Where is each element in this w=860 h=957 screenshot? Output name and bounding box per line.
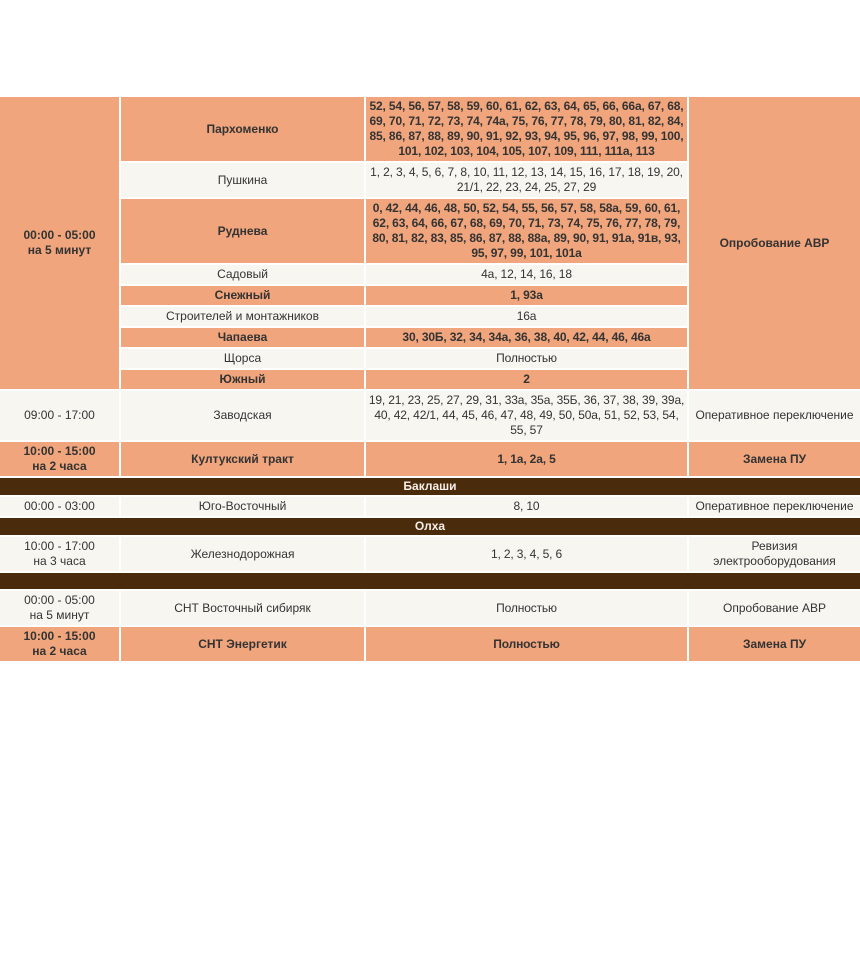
houses-cell: 19, 21, 23, 25, 27, 29, 31, 33а, 35а, 35Б, 36, 37, 38, 39, 39а, 40, 42, 42/1, 44, 45, 46, 47, 48, 49, 50, 50а, 51, 52, 53, 54, 55, 57 bbox=[365, 390, 688, 441]
action-cell: Опробование АВР bbox=[688, 97, 860, 390]
houses-cell: 1, 1а, 2а, 5 bbox=[365, 441, 688, 477]
houses-cell: 1, 2, 3, 4, 5, 6, 7, 8, 10, 11, 12, 13, 14, 15, 16, 17, 18, 19, 20, 21/1, 22, 23, 24, 25, 27, 29 bbox=[365, 162, 688, 198]
time-cell bbox=[0, 536, 120, 572]
time-cell bbox=[0, 496, 120, 517]
time-cell bbox=[0, 626, 120, 661]
houses-cell: Полностью bbox=[365, 590, 688, 626]
time-note: на 3 часа bbox=[33, 554, 86, 568]
section-header: Баклаши bbox=[0, 477, 860, 496]
houses-cell: 1, 2, 3, 4, 5, 6 bbox=[365, 536, 688, 572]
street-cell: Заводская bbox=[120, 390, 365, 441]
street-cell: Строителей и монтажников bbox=[120, 306, 365, 327]
street-cell: Чапаева bbox=[120, 327, 365, 348]
houses-cell: 30, 30Б, 32, 34, 34а, 36, 38, 40, 42, 44, 46, 46а bbox=[365, 327, 688, 348]
time-range: 10:00 - 17:00 bbox=[24, 539, 95, 553]
street-cell: Пушкина bbox=[120, 162, 365, 198]
action-cell: Замена ПУ bbox=[688, 626, 860, 661]
time-note: на 5 минут bbox=[27, 243, 92, 257]
street-cell: Садовый bbox=[120, 264, 365, 285]
houses-cell: 4а, 12, 14, 16, 18 bbox=[365, 264, 688, 285]
section-header-row bbox=[0, 477, 860, 496]
houses-cell: 8, 10 bbox=[365, 496, 688, 517]
street-cell: Железнодорожная bbox=[120, 536, 365, 572]
street-cell: Култукский тракт bbox=[120, 441, 365, 477]
houses-cell: 52, 54, 56, 57, 58, 59, 60, 61, 62, 63, 64, 65, 66, 66а, 67, 68, 69, 70, 71, 72, 73, 74, 74а, 75, 76, 77, 78, 79, 80, 81, 82, 84, 85, 86, 87, 88, 89, 90, 91, 92, 93, 94, 95, 96, 97, 98, 99, 100, 101, 102, 103, 104, 105, 107, 109, 111, 111а, 113 bbox=[365, 97, 688, 162]
action-cell: Оперативное переключение bbox=[688, 390, 860, 441]
section-header bbox=[0, 572, 860, 590]
time-note: на 5 минут bbox=[29, 608, 90, 622]
table-row bbox=[0, 390, 860, 441]
action-cell: Замена ПУ bbox=[688, 441, 860, 477]
action-cell: Ревизия электрооборудования bbox=[688, 536, 860, 572]
table-row bbox=[0, 536, 860, 572]
table-row bbox=[0, 626, 860, 661]
section-header-row bbox=[0, 572, 860, 590]
time-range: 10:00 - 15:00 bbox=[23, 444, 96, 458]
street-cell: СНТ Энергетик bbox=[120, 626, 365, 661]
section-header: Олха bbox=[0, 517, 860, 536]
houses-cell: Полностью bbox=[365, 348, 688, 369]
street-cell: Руднева bbox=[120, 198, 365, 264]
time-range: 10:00 - 15:00 bbox=[23, 629, 96, 643]
time-cell bbox=[0, 590, 120, 626]
time-range: 00:00 - 03:00 bbox=[24, 499, 95, 513]
street-cell: Южный bbox=[120, 369, 365, 390]
table-row bbox=[0, 590, 860, 626]
houses-cell: 16а bbox=[365, 306, 688, 327]
action-cell: Опробование АВР bbox=[688, 590, 860, 626]
street-cell: Юго-Восточный bbox=[120, 496, 365, 517]
time-range: 09:00 - 17:00 bbox=[24, 408, 95, 422]
table-row bbox=[0, 441, 860, 477]
time-note: на 2 часа bbox=[32, 644, 87, 658]
street-cell: Пархоменко bbox=[120, 97, 365, 162]
street-cell: Снежный bbox=[120, 285, 365, 306]
time-cell bbox=[0, 441, 120, 477]
street-cell: СНТ Восточный сибиряк bbox=[120, 590, 365, 626]
houses-cell: 1, 93а bbox=[365, 285, 688, 306]
section-header-row bbox=[0, 517, 860, 536]
action-cell: Оперативное переключение bbox=[688, 496, 860, 517]
time-cell bbox=[0, 97, 120, 390]
table-row bbox=[0, 97, 860, 162]
time-range: 00:00 - 05:00 bbox=[23, 228, 96, 242]
street-cell: Щорса bbox=[120, 348, 365, 369]
time-range: 00:00 - 05:00 bbox=[24, 593, 95, 607]
houses-cell: 0, 42, 44, 46, 48, 50, 52, 54, 55, 56, 57, 58, 58а, 59, 60, 61, 62, 63, 64, 66, 67, 68, 69, 70, 71, 73, 74, 75, 76, 77, 78, 79, 80, 81, 82, 83, 85, 86, 87, 88, 88а, 89, 90, 91, 91а, 91в, 93, 95, 97, 99, 101, 101а bbox=[365, 198, 688, 264]
time-cell bbox=[0, 390, 120, 441]
time-note: на 2 часа bbox=[32, 459, 87, 473]
houses-cell: Полностью bbox=[365, 626, 688, 661]
houses-cell: 2 bbox=[365, 369, 688, 390]
outage-schedule-table bbox=[0, 97, 860, 661]
table-row bbox=[0, 496, 860, 517]
